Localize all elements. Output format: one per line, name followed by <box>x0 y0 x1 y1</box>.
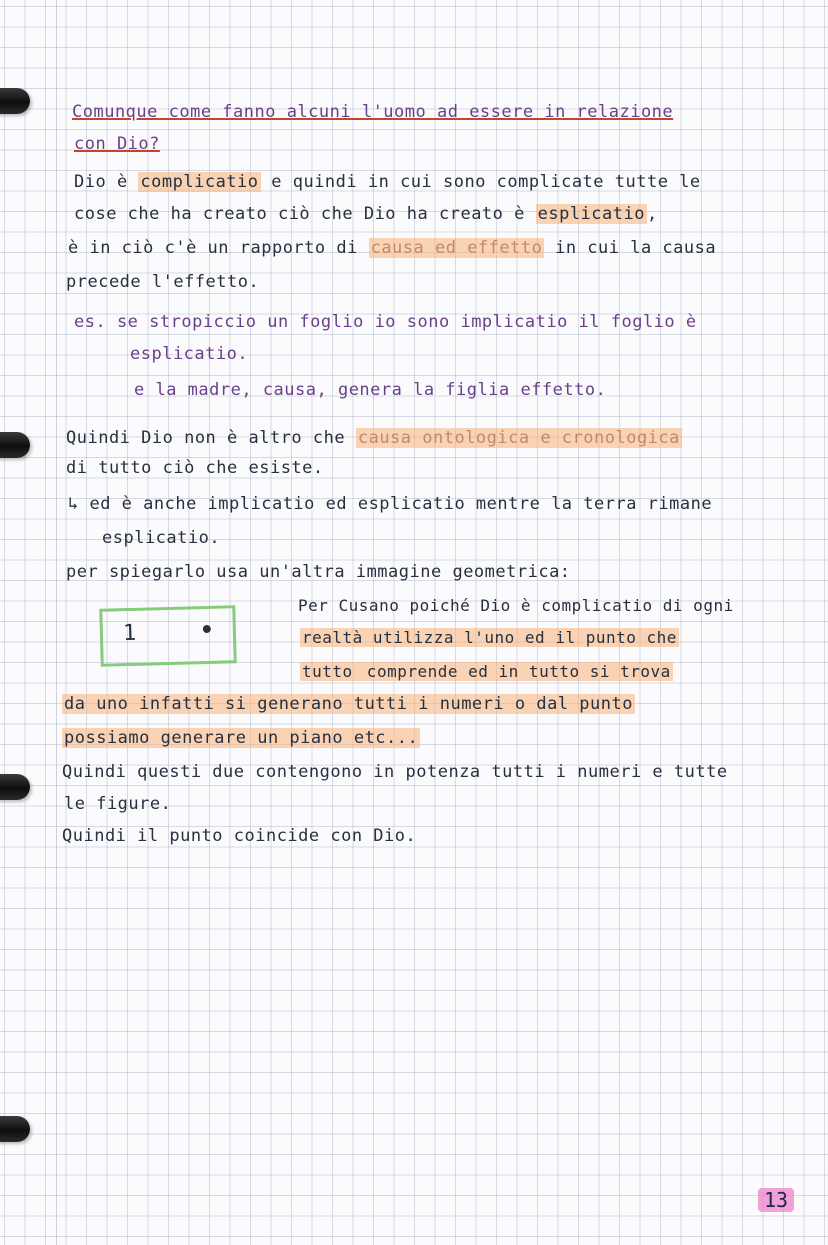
figure-label: 1 <box>122 620 137 647</box>
line-text: esplicatio. <box>102 528 221 548</box>
line-text: Quindi il punto coincide con Dio. <box>62 826 417 846</box>
line-text: Comunque come fanno alcuni l'uomo ad essere in relazione <box>72 102 674 122</box>
text-line <box>300 662 673 681</box>
line-text: Per Cusano poiché Dio è complicatio di ogni <box>298 596 734 615</box>
line-text: Dio è <box>74 172 139 192</box>
binder-ring <box>0 1116 30 1142</box>
text-line <box>300 628 679 647</box>
text-line <box>74 172 701 192</box>
margin-line <box>56 0 57 1245</box>
text-line <box>66 428 682 448</box>
geometric-figure-box <box>99 605 236 667</box>
text-line <box>102 528 220 548</box>
line-text: di tutto ciò che esiste. <box>66 458 324 478</box>
text-line <box>298 596 734 615</box>
binder-ring <box>0 432 30 458</box>
line-text: es. se stropiccio un foglio io sono implicatio il foglio è <box>74 312 697 332</box>
highlighted-phrase: tutto <box>302 662 353 681</box>
highlighted-term: complicatio <box>140 172 259 192</box>
line-text: Quindi questi due contengono in potenza tutti i numeri e tutte <box>62 762 728 782</box>
line-text: le figure. <box>64 794 172 814</box>
line-text: per spiegarlo usa un'altra immagine geometrica: <box>66 562 571 582</box>
highlighted-phrase: realtà utilizza l'uno ed il punto che <box>302 628 677 647</box>
highlighted-phrase: comprende ed in tutto si trova <box>356 662 671 681</box>
highlighted-phrase: da uno infatti si generano tutti i numeri o dal punto <box>64 694 633 714</box>
line-text: con Dio? <box>74 134 160 154</box>
text-line <box>62 826 416 846</box>
highlighted-term: causa ed effetto <box>370 238 543 258</box>
line-text: è in ciò c'è un rapporto di <box>68 238 369 258</box>
line-text: , <box>646 204 658 224</box>
text-line <box>74 204 658 224</box>
highlighted-term: esplicatio <box>537 204 645 224</box>
point-dot <box>203 625 211 633</box>
text-line <box>68 238 716 258</box>
line-text: ↳ ed è anche implicatio ed esplicatio mentre la terra rimane <box>68 494 713 514</box>
text-line <box>66 458 324 478</box>
text-line <box>66 272 259 292</box>
highlighted-phrase: possiamo generare un piano etc... <box>64 728 419 748</box>
text-line <box>62 728 420 748</box>
text-line <box>130 344 248 364</box>
line-text: Quindi Dio non è altro che <box>66 428 356 448</box>
text-line <box>68 494 712 514</box>
line-text: in cui la causa <box>544 238 717 258</box>
text-line <box>72 102 673 122</box>
text-line <box>62 694 635 714</box>
text-line <box>74 312 697 332</box>
line-text: esplicatio. <box>130 344 249 364</box>
highlighted-term: causa ontologica e cronologica <box>357 428 680 448</box>
line-text: cose che ha creato ciò che Dio ha creato è <box>74 204 536 224</box>
line-text: e quindi in cui sono complicate tutte le <box>260 172 701 192</box>
text-line <box>64 794 171 814</box>
page-number: 13 <box>758 1188 794 1212</box>
line-text: e la madre, causa, genera la figlia effetto. <box>134 380 607 400</box>
line-text: precede l'effetto. <box>66 272 260 292</box>
text-line <box>62 762 728 782</box>
text-line <box>66 562 571 582</box>
text-line <box>74 134 160 154</box>
text-line <box>134 380 606 400</box>
binder-ring <box>0 774 30 800</box>
binder-ring <box>0 88 30 114</box>
